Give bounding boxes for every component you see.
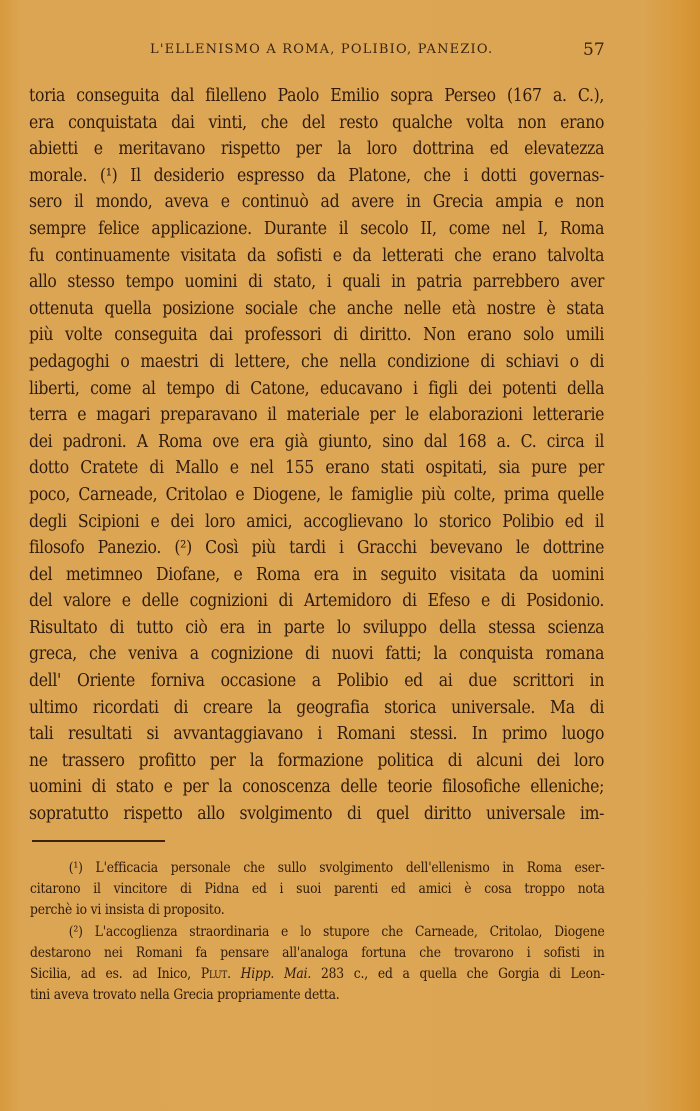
text-line: allo stesso tempo uomini di stato, i quali in patria parrebbero aver <box>29 272 605 293</box>
text-line: fu continuamente visitata da sofisti e da letterati che erano talvolta <box>29 245 605 266</box>
footnote-line: (¹) L'efficacia personale che sullo svolgimento dell'ellenismo in Roma eser- <box>68 860 605 876</box>
footnote-line: destarono nei Romani fa pensare all'analoga fortuna che trovarono i sofisti in <box>30 944 605 961</box>
text-line: sero il mondo, aveva e continuò ad avere in Grecia ampia e non <box>29 192 605 213</box>
running-title: L'ELLENISMO A ROMA, POLIBIO, PANEZIO. <box>150 42 494 57</box>
text-line: tali resultati si avvantaggiavano i Romani stessi. In primo luogo <box>29 724 605 745</box>
text-line: dotto Cratete di Mallo e nel 155 erano stati ospitati, sia pure per <box>29 458 605 479</box>
text-line: ne trassero profitto per la formazione politica di alcuni dei loro <box>29 750 605 771</box>
footnote-separator <box>32 840 165 842</box>
main-text <box>29 83 604 828</box>
footnote-line: tini aveva trovato nella Grecia propriamente detta. <box>30 987 340 1004</box>
footnote-line: citarono il vincitore di Pidna ed i suoi parenti ed amici è cosa troppo nota <box>30 881 605 898</box>
text-line: uomini di stato e per la conoscenza delle teorie filosofiche elleniche; <box>29 777 605 798</box>
text-line: filosofo Panezio. (²) Così più tardi i Gracchi bevevano le dottrine <box>29 538 605 559</box>
text-line: sopratutto rispetto allo svolgimento di quel diritto universale im- <box>29 804 605 825</box>
text-line: del metimneo Diofane, e Roma era in seguito visitata da uomini <box>29 564 605 585</box>
text-line: era conquistata dai vinti, che del resto qualche volta non erano <box>29 112 605 133</box>
text-line: ottenuta quella posizione sociale che anche nelle età nostre è stata <box>29 298 605 319</box>
page-number: 57 <box>583 40 605 60</box>
work-title: Hipp. Mai. <box>240 965 312 982</box>
text-line: liberti, come al tempo di Catone, educavano i figli dei potenti della <box>29 378 605 399</box>
text-line: morale. (¹) Il desiderio espresso da Platone, che i dotti governas- <box>29 165 605 186</box>
footnote-marker: (²) <box>68 923 83 940</box>
text-line: più volte conseguita dai professori di diritto. Non erano solo umili <box>29 325 605 346</box>
footnote-line: perchè io vi insista di proposito. <box>30 902 225 919</box>
text-line: Risultato di tutto ciò era in parte lo sviluppo della stessa scienza <box>29 617 605 638</box>
footnotes <box>30 858 605 1006</box>
text-line: dei padroni. A Roma ove era già giunto, sino dal 168 a. C. circa il <box>29 431 605 452</box>
text-line: dell' Oriente forniva occasione a Polibio ed ai due scrittori in <box>29 671 605 692</box>
footnote-marker: (¹) <box>68 860 83 876</box>
author-abbrev: Plut. <box>200 965 231 982</box>
text-line: pedagoghi o maestri di lettere, che nella condizione di schiavi o di <box>29 351 605 372</box>
footnote-1 <box>30 858 605 922</box>
text-line: poco, Carneade, Critolao e Diogene, le famiglie più colte, prima quelle <box>29 484 605 505</box>
text-line: toria conseguita dal filelleno Paolo Emilio sopra Perseo (167 a. C.), <box>29 86 605 106</box>
footnote-line: Sicilia, ad es. ad Inico, Plut. Hipp. Mai. 283 c., ed a quella che Gorgia di Leon- <box>30 965 605 982</box>
text-line: del valore e delle cognizioni di Artemidoro di Efeso e di Posidonio. <box>29 591 605 612</box>
footnote-2 <box>30 922 605 1007</box>
text-line: ultimo ricordati di creare la geografia storica universale. Ma di <box>29 697 605 718</box>
text-line: sempre felice applicazione. Durante il secolo II, come nel I, Roma <box>29 218 605 239</box>
text-line: abietti e meritavano rispetto per la loro dottrina ed elevatezza <box>29 139 605 160</box>
footnote-line: (²) L'accoglienza straordinaria e lo stupore che Carneade, Critolao, Diogene <box>68 923 605 940</box>
text-line: terra e magari preparavano il materiale per le elaborazioni letterarie <box>29 405 605 426</box>
text-line: degli Scipioni e dei loro amici, accoglievano lo storico Polibio ed il <box>29 511 605 532</box>
text-line: greca, che veniva a cognizione di nuovi fatti; la conquista romana <box>29 644 605 665</box>
